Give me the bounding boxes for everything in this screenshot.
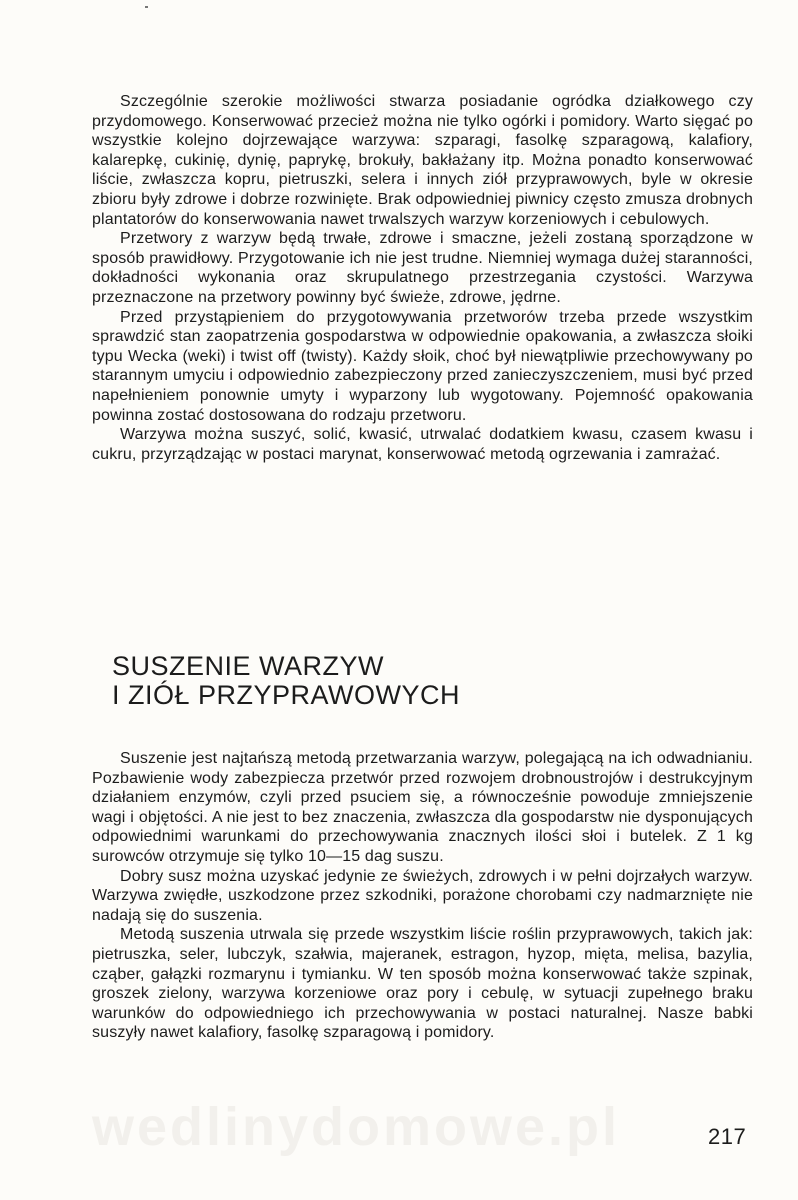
intro-paragraph-3: Przed przystąpieniem do przygotowywania przetworów trzeba przede wszystkim sprawdzić stan zaopatrzenia gospodarstwa w odpowiednie opakowania, a zwłaszcza słoiki typu Wecka (weki) i twist off (twisty). Każdy słoik, choć był niewątpliwie przechowywany po starannym umyciu i odpowiednio zabezpieczony przed zanieczyszczeniem, musi być przed napełnieniem ponownie umyty i wyparzony lub wygotowany. Pojemność opakowania powinna zostać dostosowana do rodzaju przetworu. [92,308,753,424]
section-heading-line-1: SUSZENIE WARZYW [112,651,385,681]
section-paragraph-2: Dobry susz można uzyskać jedynie ze świeżych, zdrowych i w pełni dojrzałych warzyw. Warzywa zwiędłe, uszkodzone przez szkodniki, porażone chorobami czy nadmarznięte nie nadają się do suszenia. [92,867,753,924]
print-mark [145,6,148,8]
site-watermark: wedlinydomowe.pl [92,1097,621,1157]
section-paragraph-1: Suszenie jest najtańszą metodą przetwarzania warzyw, polegającą na ich odwadnianiu. Pozbawienie wody zabezpiecza przetwór przed rozwojem drobnoustrojów i destrukcyjnym działaniem enzymów, czyli przed psuciem się, a równocześnie powoduje zmniejszenie wagi i objętości. A nie jest to bez znaczenia, zwłaszcza dla gospodarstw nie dysponujących odpowiednimi warunkami do przechowywania znacznych ilości słoi i butelek. Z 1 kg surowców otrzymuje się tylko 10—15 dag suszu. [92,750,753,865]
drying-section [92,652,753,1043]
section-heading [112,652,753,710]
heading-spacer [92,710,753,749]
intro-paragraph-1: Szczególnie szerokie możliwości stwarza posiadanie ogródka działkowego czy przydomowego. Konserwować przecież można nie tylko ogórki i pomidory. Warto sięgać po wszystkie kolejno dojrzewające warzywa: szparagi, fasolkę szparagową, kalafiory, kalarepkę, cukinię, dynię, paprykę, brokuły, bakłażany itp. Można ponadto konserwować liście, zwłaszcza kopru, pietruszki, selera i innych ziół przyprawowych, byle w okresie zbioru były zdrowe i dobrze rozwinięte. Brak odpowiedniej piwnicy często zmusza drobnych plantatorów do konserwowania nawet trwalszych warzyw korzeniowych i cebulowych. [92,93,753,228]
intro-paragraph-4: Warzywa można suszyć, solić, kwasić, utrwalać dodatkiem kwasu, czasem kwasu i cukru, przyrządzając w postaci marynat, konserwować metodą ogrzewania i zamrażać. [92,426,753,463]
intro-text-block [92,92,753,464]
page-number: 217 [708,1124,747,1149]
intro-paragraph-2: Przetwory z warzyw będą trwałe, zdrowe i smaczne, jeżeli zostaną sporządzone w sposób prawidłowy. Przygotowanie ich nie jest trudne. Niemniej wymaga dużej staranności, dokładności wykonania oraz skrupulatnego przestrzegania czystości. Warzywa przeznaczone na przetwory powinny być świeże, zdrowe, jędrne. [92,230,753,306]
section-paragraph-3: Metodą suszenia utrwala się przede wszystkim liście roślin przyprawowych, takich jak: pietruszka, seler, lubczyk, szałwia, majeranek, estragon, hyzop, mięta, melisa, bazylia, cząber, gałązki rozmarynu i tymianku. W ten sposób można konserwować także szpinak, groszek zielony, warzywa korzeniowe oraz pory i cebulę, w sytuacji zupełnego braku warunków do odpowiedniego ich przechowywania w postaci naturalnej. Nasze babki suszyły nawet kalafiory, fasolkę szparagową i pomidory. [92,926,753,1042]
section-heading-line-2: I ZIÓŁ PRZYPRAWOWYCH [112,680,461,710]
